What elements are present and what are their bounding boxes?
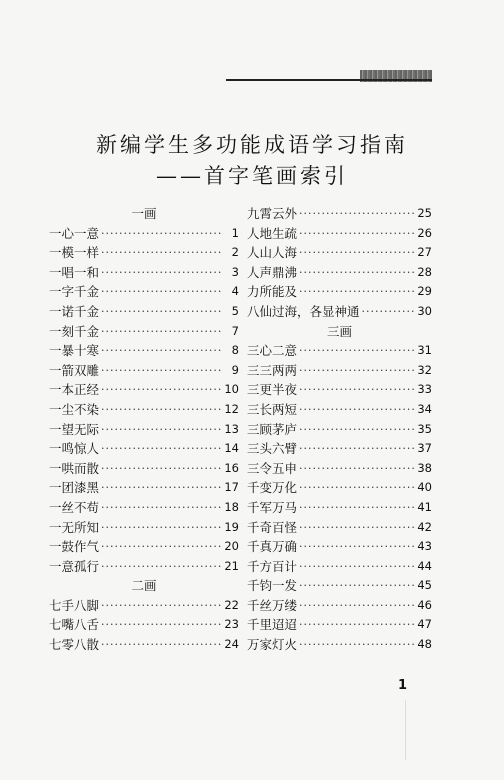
index-column-right bbox=[247, 204, 432, 655]
index-entry bbox=[49, 635, 239, 655]
index-entry bbox=[247, 361, 432, 381]
dot-leader bbox=[299, 282, 414, 302]
idiom-text: 一无所知 bbox=[49, 519, 100, 535]
dot-leader bbox=[101, 224, 221, 244]
idiom-text: 千钧一发 bbox=[247, 578, 298, 594]
dot-leader bbox=[101, 263, 221, 283]
index-column-left bbox=[49, 204, 239, 655]
page-ref: 14 bbox=[224, 441, 239, 456]
idiom-text: 千军万马 bbox=[247, 499, 298, 515]
index-entry bbox=[247, 224, 432, 244]
idiom-text: 千方百计 bbox=[247, 558, 298, 574]
idiom-text: 七零八散 bbox=[49, 637, 100, 653]
index-entry bbox=[247, 282, 432, 302]
index-entry bbox=[247, 439, 432, 459]
index-entry bbox=[247, 478, 432, 498]
dot-leader bbox=[299, 518, 414, 538]
dot-leader bbox=[299, 361, 414, 381]
page-ref: 18 bbox=[224, 499, 239, 514]
dot-leader bbox=[101, 615, 221, 635]
dot-leader bbox=[299, 537, 414, 557]
idiom-text: 人声鼎沸 bbox=[247, 264, 298, 280]
dot-leader bbox=[101, 537, 221, 557]
stroke-count-heading: 一画 bbox=[131, 206, 157, 221]
idiom-text: 一诺千金 bbox=[49, 303, 100, 319]
idiom-text: 一尘不染 bbox=[49, 401, 100, 417]
index-subtitle: ——首字笔画索引 bbox=[156, 164, 348, 188]
dot-leader bbox=[299, 439, 414, 459]
idiom-text: 三令五申 bbox=[247, 460, 298, 476]
dot-leader bbox=[101, 243, 221, 263]
page-ref: 24 bbox=[224, 637, 239, 652]
index-entry bbox=[49, 341, 239, 361]
page-ref: 32 bbox=[417, 362, 432, 377]
page-ref: 45 bbox=[417, 578, 432, 593]
idiom-text: 千真万确 bbox=[247, 539, 298, 555]
page-ref: 17 bbox=[224, 480, 239, 495]
stroke-count-heading: 三画 bbox=[326, 323, 352, 339]
index-entry bbox=[49, 537, 239, 557]
page-ref: 34 bbox=[417, 401, 432, 416]
page-ref: 42 bbox=[417, 519, 432, 534]
stroke-count-heading: 二画 bbox=[131, 578, 157, 594]
idiom-text: 千丝万缕 bbox=[247, 597, 298, 613]
page-ref: 16 bbox=[224, 460, 239, 475]
idiom-text: 七手八脚 bbox=[49, 597, 100, 613]
dot-leader bbox=[101, 400, 221, 420]
page-ref: 44 bbox=[417, 558, 432, 573]
idiom-text: 千奇百怪 bbox=[247, 519, 298, 535]
page-ref: 48 bbox=[417, 637, 432, 652]
idiom-text: 一团漆黑 bbox=[49, 480, 100, 496]
dot-leader bbox=[101, 596, 221, 616]
dot-leader bbox=[299, 557, 414, 577]
dot-leader bbox=[299, 498, 414, 518]
page-ref: 25 bbox=[417, 206, 432, 220]
idiom-text: 万家灯火 bbox=[247, 637, 298, 653]
dot-leader bbox=[101, 478, 221, 498]
idiom-text: 力所能及 bbox=[247, 284, 298, 300]
idiom-text: 人地生疏 bbox=[247, 225, 298, 241]
idiom-text: 七嘴八舌 bbox=[49, 617, 100, 633]
index-entry bbox=[49, 263, 239, 283]
page-ref: 22 bbox=[224, 597, 239, 612]
page-ref: 47 bbox=[417, 617, 432, 632]
page-ref: 1 bbox=[231, 225, 239, 240]
idiom-text: 一心一意 bbox=[49, 225, 100, 241]
dot-leader bbox=[101, 518, 221, 538]
index-entry bbox=[49, 518, 239, 538]
page-ref: 19 bbox=[224, 519, 239, 534]
page-ref: 7 bbox=[231, 323, 239, 338]
dot-leader bbox=[299, 596, 414, 616]
idiom-text: 三长两短 bbox=[247, 401, 298, 417]
page-ref: 40 bbox=[417, 480, 432, 495]
idiom-text: 一鸣惊人 bbox=[49, 441, 100, 457]
index-entry bbox=[49, 557, 239, 577]
index-entry bbox=[247, 537, 432, 557]
page-ref: 9 bbox=[231, 362, 239, 377]
dot-leader bbox=[299, 400, 414, 420]
index-entry bbox=[247, 576, 432, 596]
index-entry bbox=[247, 420, 432, 440]
page-number: 1 bbox=[398, 678, 408, 693]
index-entry bbox=[247, 341, 432, 361]
page-ref: 12 bbox=[224, 401, 239, 416]
index-entry bbox=[49, 224, 239, 244]
index-entry bbox=[49, 615, 239, 635]
dot-leader bbox=[101, 459, 221, 479]
page-ref: 27 bbox=[417, 245, 432, 260]
dot-leader bbox=[101, 439, 221, 459]
page-ref: 41 bbox=[417, 499, 432, 514]
idiom-text: 三头六臂 bbox=[247, 441, 298, 457]
index-entry bbox=[247, 615, 432, 635]
page-ref: 20 bbox=[224, 539, 239, 554]
page-ref: 4 bbox=[231, 284, 239, 299]
dot-leader bbox=[299, 420, 414, 440]
page-ref: 10 bbox=[224, 382, 239, 397]
idiom-text: 一鼓作气 bbox=[49, 539, 100, 555]
idiom-text: 千里迢迢 bbox=[247, 617, 298, 633]
index-entry bbox=[49, 459, 239, 479]
index-entry bbox=[49, 478, 239, 498]
index-entry bbox=[247, 400, 432, 420]
index-entry bbox=[49, 420, 239, 440]
dot-leader bbox=[299, 459, 414, 479]
idiom-text: 一本正经 bbox=[49, 382, 100, 398]
index-entry bbox=[247, 518, 432, 538]
index-entry bbox=[247, 302, 432, 322]
dot-leader bbox=[362, 302, 414, 322]
idiom-text: 一望无际 bbox=[49, 421, 100, 437]
dot-leader bbox=[101, 361, 221, 381]
margin-mark bbox=[405, 700, 406, 760]
index-entry bbox=[49, 380, 239, 400]
idiom-text: 三三两两 bbox=[247, 362, 298, 378]
idiom-text: 一模一样 bbox=[49, 245, 100, 261]
page-ref: 33 bbox=[417, 382, 432, 397]
index-entry bbox=[247, 498, 432, 518]
index-entry bbox=[247, 557, 432, 577]
dot-leader bbox=[299, 341, 414, 361]
index-entry bbox=[247, 635, 432, 655]
idiom-text: 人山人海 bbox=[247, 245, 298, 261]
page-ref: 21 bbox=[224, 558, 239, 573]
index-entry bbox=[247, 204, 432, 224]
page-ref: 23 bbox=[224, 617, 239, 632]
dot-leader bbox=[101, 498, 221, 518]
idiom-text: 一字千金 bbox=[49, 284, 100, 300]
dot-leader bbox=[299, 615, 414, 635]
page-ref: 30 bbox=[417, 303, 432, 318]
dot-leader bbox=[101, 380, 221, 400]
dot-leader bbox=[299, 380, 414, 400]
index-entry bbox=[247, 596, 432, 616]
page-ref: 3 bbox=[231, 264, 239, 279]
idiom-text: 一暴十寒 bbox=[49, 343, 100, 359]
page-ref: 2 bbox=[231, 245, 239, 260]
page-ref: 43 bbox=[417, 539, 432, 554]
dot-leader bbox=[101, 635, 221, 655]
idiom-text: 三顾茅庐 bbox=[247, 421, 298, 437]
index-entry bbox=[49, 282, 239, 302]
idiom-text: 一唱一和 bbox=[49, 264, 100, 280]
idiom-text: 千变万化 bbox=[247, 480, 298, 496]
index-entry bbox=[49, 322, 239, 342]
index-entry bbox=[247, 243, 432, 263]
dot-leader bbox=[299, 243, 414, 263]
page-ref: 29 bbox=[417, 284, 432, 299]
idiom-text: 三更半夜 bbox=[247, 382, 298, 398]
index-entry bbox=[49, 361, 239, 381]
index-entry bbox=[49, 302, 239, 322]
dot-leader bbox=[299, 263, 414, 283]
index-entry bbox=[49, 596, 239, 616]
page-ref: 31 bbox=[417, 343, 432, 358]
index-entry bbox=[247, 459, 432, 479]
page-ref: 37 bbox=[417, 441, 432, 456]
index-entry bbox=[49, 439, 239, 459]
dot-leader bbox=[299, 224, 414, 244]
dot-leader bbox=[299, 204, 414, 224]
idiom-text: 一丝不苟 bbox=[49, 499, 100, 515]
idiom-text: 三心二意 bbox=[247, 343, 298, 359]
page-ref: 35 bbox=[417, 421, 432, 436]
dot-leader bbox=[299, 576, 414, 596]
dot-leader bbox=[101, 322, 221, 342]
index-entry bbox=[49, 498, 239, 518]
idiom-text: 八仙过海，各显神通 bbox=[247, 303, 360, 319]
page-ref: 38 bbox=[417, 460, 432, 475]
page-ref: 8 bbox=[231, 343, 239, 358]
dot-leader bbox=[101, 557, 221, 577]
page-ref: 13 bbox=[224, 421, 239, 436]
dot-leader bbox=[299, 635, 414, 655]
idiom-text: 一刻千金 bbox=[49, 323, 100, 339]
dot-leader bbox=[101, 282, 221, 302]
dot-leader bbox=[101, 302, 221, 322]
idiom-text: 九霄云外 bbox=[247, 206, 298, 221]
page-ref: 46 bbox=[417, 597, 432, 612]
index-entry bbox=[49, 400, 239, 420]
page-ref: 28 bbox=[417, 264, 432, 279]
index-entry bbox=[49, 243, 239, 263]
header-rule bbox=[226, 79, 432, 81]
dot-leader bbox=[101, 420, 221, 440]
page-ref: 26 bbox=[417, 225, 432, 240]
index-entry bbox=[247, 380, 432, 400]
idiom-text: 一箭双雕 bbox=[49, 362, 100, 378]
dot-leader bbox=[299, 478, 414, 498]
dot-leader bbox=[101, 341, 221, 361]
idiom-text: 一哄而散 bbox=[49, 460, 100, 476]
page-ref: 5 bbox=[231, 303, 239, 318]
idiom-text: 一意孤行 bbox=[49, 558, 100, 574]
book-title: 新编学生多功能成语学习指南 bbox=[96, 133, 408, 157]
index-entry bbox=[247, 263, 432, 283]
